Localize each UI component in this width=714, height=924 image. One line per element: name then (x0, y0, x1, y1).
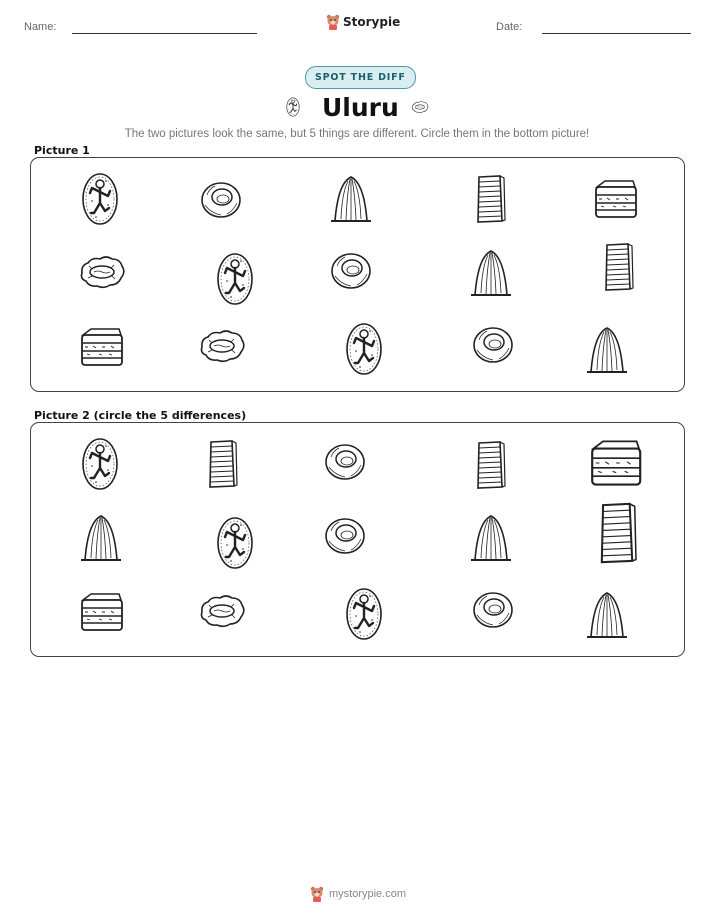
waterhole-icon (406, 96, 434, 118)
picture-1-label: Picture 1 (34, 144, 90, 157)
item-uluru-dome[interactable] (577, 585, 637, 645)
item-uluru-dome[interactable] (71, 508, 131, 568)
item-rock-bowl[interactable] (315, 505, 375, 565)
item-layered-column[interactable] (460, 435, 520, 495)
item-layered-block[interactable] (579, 427, 651, 499)
item-rock-bowl[interactable] (315, 431, 375, 491)
picture-1-frame (30, 157, 685, 392)
item-uluru-dome[interactable] (461, 508, 521, 568)
item-uluru-dome[interactable] (321, 169, 381, 229)
item-rock-art[interactable] (70, 169, 130, 229)
item-rock-art[interactable] (334, 319, 394, 379)
storypie-bear-icon (310, 886, 324, 902)
item-rock-bowl[interactable] (463, 579, 523, 639)
storypie-bear-icon (326, 14, 340, 30)
rock-art-figure-icon (282, 93, 304, 121)
item-layered-column[interactable] (460, 169, 520, 229)
item-waterhole[interactable] (72, 242, 132, 302)
spot-the-diff-badge: SPOT THE DIFF (305, 66, 416, 89)
item-layered-column[interactable] (588, 237, 648, 297)
item-layered-block[interactable] (585, 169, 645, 229)
item-waterhole[interactable] (192, 581, 252, 641)
item-layered-block[interactable] (71, 317, 131, 377)
item-rock-bowl[interactable] (463, 314, 523, 374)
picture-2-frame (30, 422, 685, 657)
item-rock-bowl[interactable] (191, 169, 251, 229)
item-layered-block[interactable] (71, 582, 131, 642)
name-label: Name: (24, 21, 57, 33)
item-rock-art[interactable] (205, 249, 265, 309)
picture-2-label: Picture 2 (circle the 5 differences) (34, 409, 247, 422)
item-layered-column[interactable] (192, 434, 252, 494)
item-rock-art[interactable] (205, 513, 265, 573)
item-uluru-dome[interactable] (461, 243, 521, 303)
footer-url[interactable]: mystorypie.com (329, 888, 407, 900)
item-uluru-dome[interactable] (577, 320, 637, 380)
name-field-line[interactable] (72, 33, 257, 34)
item-rock-art[interactable] (70, 434, 130, 494)
item-waterhole[interactable] (192, 316, 252, 376)
date-field-line[interactable] (542, 33, 691, 34)
item-rock-bowl[interactable] (321, 240, 381, 300)
item-layered-column[interactable] (579, 495, 655, 571)
footer (310, 886, 406, 902)
brand-name: Storypie (343, 15, 401, 29)
storypie-logo (326, 14, 400, 30)
date-label: Date: (496, 21, 523, 33)
instructions: The two pictures look the same, but 5 things are different. Circle them in the bottom picture! (124, 128, 590, 140)
page-title: Uluru (322, 93, 399, 122)
item-rock-art[interactable] (334, 584, 394, 644)
